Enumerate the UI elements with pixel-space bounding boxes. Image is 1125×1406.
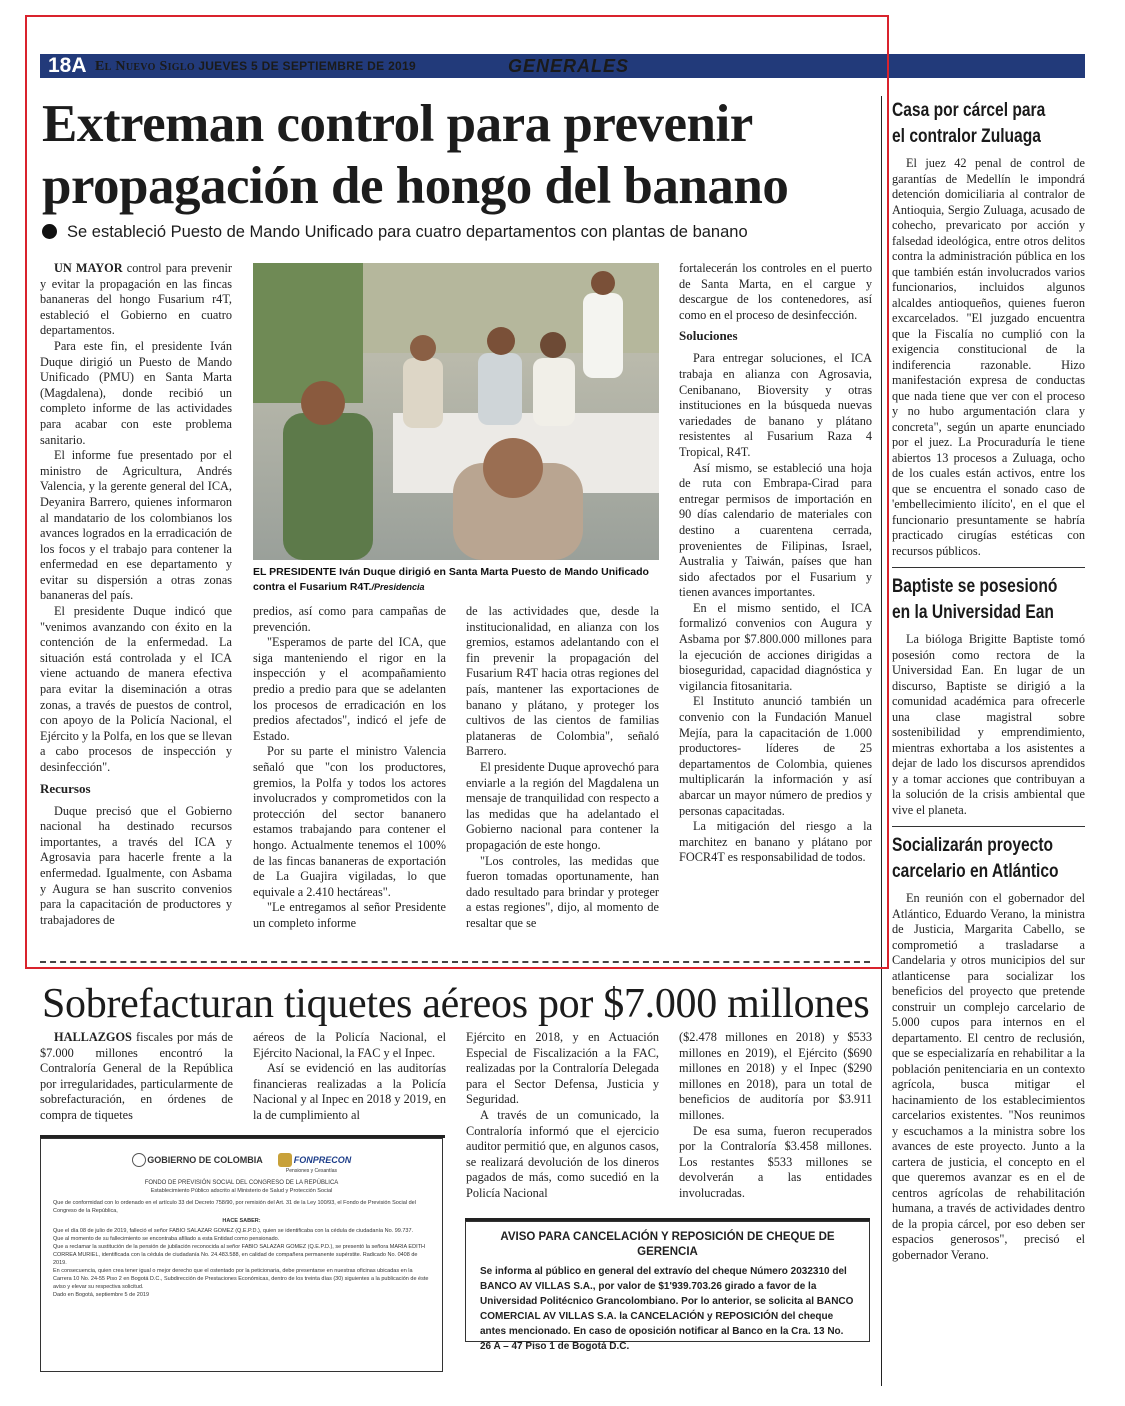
second-c3-p1: Ejército en 2018, y en Actuación Especial de Fiscalización a la FAC, realizadas por la Contraloría Delegada para el Sector Defensa, Justicia y Seguridad. <box>466 1030 659 1107</box>
sidebar-title-2a: Baptiste se posesionó <box>892 576 1058 597</box>
coat-of-arms-icon <box>132 1153 146 1167</box>
lead-word: UN MAYOR <box>54 261 123 275</box>
notice-p1: Que de conformidad con lo ordenado en el artículo 33 del Decreto 758/90, por remisión del Art. 31 de la Ley 100/93, el Fondo de Previsión Social del Congreso de la República, <box>53 1200 416 1214</box>
photo-credit: /Presidencia <box>371 582 425 592</box>
col2-p1: predios, así como para campañas de prevención. <box>253 604 446 634</box>
col2-p4: "Le entregamos al señor Presidente un completo informe <box>253 900 446 930</box>
notice-l1: FONDO DE PREVISIÓN SOCIAL DEL CONGRESO DE LA REPÚBLICA <box>144 1180 339 1186</box>
sidebar-body-2: La bióloga Brigitte Baptiste tomó posesión como rectora de la Universidad Ean. En lugar de un discurso, Baptiste se dirigió a la comunidad académica para ofrecerle una clase magistral sobre sostenibilidad y emprendimiento, mientras exhortaba a los asistentes a dejar de lado los discursos aprendidos y a tomar acciones que contribuyan a la solución de la crisis ambiental que vive el planeta. <box>892 632 1085 817</box>
legal-notice <box>40 1138 443 1372</box>
col4-p2: Para entregar soluciones, el ICA trabaja en alianza con Agrosavia, Cenibanano, Bioversity y otras instituciones en la búsqueda nuevas variedades de banano y plátano resistentes al Fusarium Raza 4 Tropical, R4T. <box>679 351 872 459</box>
col1-p2: Para este fin, el presidente Iván Duque dirigió un Puesto de Mando Unificado (PMU) en Santa Marta (Magdalena), donde recibió un completo informe de las actividades para acabar con este problema sanitario. <box>40 338 232 447</box>
notice-hace: HACE SABER: <box>222 1218 261 1224</box>
second-c4-p1: ($2.478 millones en 2018) y $533 millones en 2019), el Ejército ($690 millones en 2018) y el Inpec ($290 millones en 2018), para un total de beneficios de auditoría por $3.911 millones. <box>679 1030 872 1122</box>
col4-p4: En el mismo sentido, el ICA formalizó convenios con Augura y Asbama por $7.800.000 millones para la ejecución de acciones dirigidas a bioseguridad, capacidad diagnóstica y vigilancia fitosanitaria. <box>679 600 872 693</box>
gov-logo-text: GOBIERNO DE COLOMBIA <box>147 1155 263 1165</box>
cheque-notice-title: AVISO PARA CANCELACIÓN Y REPOSICIÓN DE CHEQUE DE GERENCIA <box>500 1231 835 1258</box>
second-lead: HALLAZGOS <box>54 1030 132 1044</box>
issue-date: JUEVES 5 DE SEPTIEMBRE DE 2019 <box>198 59 416 73</box>
notice-p2: Que el día 08 de julio de 2019, falleció el señor FABIO SALAZAR GOMEZ (Q.E.P.D.), quien se identificaba con la cédula de ciudadanía No. 99.737. <box>53 1228 414 1234</box>
col3-p2: El presidente Duque aprovechó para enviarle a la región del Magdalena un mensaje de tranquilidad con respecto a las medidas que ha adelantado el Gobierno nacional para contener la propagación de este hongo. <box>466 759 659 852</box>
second-col-4 <box>679 1030 872 1210</box>
sidebar-title-1b: el contralor Zuluaga <box>892 126 1041 147</box>
col4-p6: La mitigación del riesgo a la marchitez en banano y plátano por FOCR4T es responsabilidad de todos. <box>679 819 872 865</box>
second-c1-text: fiscales por más de $7.000 millones encontró la Contraloría General de la República por irregularidades, particularmente de sobrefacturación, en órdenes de compra de tiquetes <box>40 1030 233 1122</box>
notice-p4: Que a reclamar la sustitución de la pensión de jubilación reconocida al señor FABIO SALAZAR GOMEZ (Q.E.P.D.), se presentó la señora MARIA EDITH CORREA MURIEL, identificada con la cédula de ciudadanía No. 24.483.588, en calidad de compañera permanente supérstite. Radicado No. 0408 de 2019. <box>53 1244 425 1266</box>
second-c3-p2: A través de un comunicado, la Contraloría informó que el ejercicio auditor permitió que, en algunos casos, se realizará devolución de los dineros pagados de más, como sucedió en la Policía Nacional <box>466 1107 659 1200</box>
notice-p6: Dado en Bogotá, septiembre 5 de 2019 <box>53 1292 150 1298</box>
section-name: GENERALES <box>508 56 630 76</box>
cheque-notice-body: Se informa al público en general del extravío del cheque Número 2032310 del BANCO AV VILLAS S.A., por valor de $1'939.703.26 girado a favor de la Universidad Politécnico Grancolombiano. Por lo anterior, se solicita al BANCO COMERCIAL AV VILLAS S.A. la CANCELACIÓN y REPOSICIÓN del cheque antes mencionado. En caso de oposición notificar al Banco en la Cra. 13 No. 26 A – 47 Piso 1 de Bogotá D.C. <box>480 1266 854 1352</box>
col1-p3: El informe fue presentado por el ministro de Agricultura, Andrés Valencia, y la gerente general del ICA, Deyanira Barrero, quienes informaron al mandatario de los colombianos los avances logrados en la erradicación de los focos y el trabajo para contener la enfermedad en ese departamento y evitar su dispersión a otras zonas bananeras del país. <box>40 448 232 603</box>
col3-p3: "Los controles, las medidas que fueron tomadas oportunamente, han dado resultado para brindar y proteger a estas regiones", dijo, al momento de resaltar que se <box>466 853 659 930</box>
col2-p3: Por su parte el ministro Valencia señaló que "con los productores, gremios, la Polfa y todos los actores involucrados y comprometidos con la protección del sector bananero estamos trabajando para contener el hongo. Actualmente tenemos el 100% de las fincas bananeras de exportación de La Guajira vigiladas, lo que equivale a 2.410 hectáreas". <box>253 744 446 899</box>
sidebar-title-1a: Casa por cárcel para <box>892 100 1046 121</box>
col1-p1: control para prevenir y evitar la propagación en las fincas bananeras del hongo Fusarium r4T, estableció el Gobierno en cuatro departamentos. <box>40 261 232 338</box>
col2-p2: "Esperamos de parte del ICA, que siga manteniendo el rigor en la inspección y el acompañamiento predio a predio para que se adelanten los procesos de erradicación en los predios afectados", indicó el jefe de Estado. <box>253 635 446 743</box>
col1-p5: Duque precisó que el Gobierno nacional ha destinado recursos importantes, a través del ICA y Agrosavia para hacerle frente a la enfermedad. Igualmente, con Asbama y Augura se han suscrito convenios para la capacitación de productores y trabajadores de <box>40 803 232 927</box>
second-c4-p2: De esa suma, fueron recuperados por la Contraloría $3.458 millones. Los restantes $533 millones se devolverán a las entidades involucradas. <box>679 1123 872 1200</box>
sidebar-title-3a: Socializarán proyecto <box>892 835 1054 856</box>
subhead-soluciones: Soluciones <box>679 328 738 344</box>
main-headline: Extreman control para prevenir propagación de hongo del banano <box>42 95 789 215</box>
sidebar-title-3b: carcelario en Atlántico <box>892 861 1059 882</box>
page-number: 18A <box>48 54 87 77</box>
sidebar <box>892 98 1085 1263</box>
subhead-recursos: Recursos <box>40 780 91 796</box>
col3-p1: de las actividades que, desde la institucionalidad, en alianza con los gremios, estamos adelantando con el fin prevenir la propagación del Fusarium R4T hacia otras regiones del país, mantener las exportaciones de banano y plátano, y proteger los cultivos de las cientos de familias plataneras de Colombia", señaló Barrero. <box>466 604 659 759</box>
second-col-3 <box>466 1030 659 1210</box>
fonprecon-logo: FONPRECON <box>293 1155 352 1165</box>
col4-p1: fortalecerán los controles en el puerto de Santa Marta, en el cargue y descargue de los contenedores, así como en el proceso de desinfección. <box>679 261 872 322</box>
col1-p4: El presidente Duque indicó que "venimos avanzando con éxito en la contención de la enfermedad. La situación está controlada y el ICA viene actuando de manera efectiva para evitar la diseminación a otras zonas, a través de puestos de control, con apoyo de la Policía Nacional, el Ejército y la Polfa, en los que se llevan a cabo procesos de inspección y desinfección". <box>40 604 232 774</box>
notice-p5: En consecuencia, quien crea tener igual o mejor derecho que el ostentado por la peticionaria, debe presentarse en nuestras oficinas ubicadas en la Carrera 10 No. 24-55 Piso 2 en Bogotá D.C., Subdirección de Prestaciones Económicas, dentro de los treinta días (30) siguientes a la publicación de éste aviso y elevar su respectiva solicitud. <box>53 1268 429 1290</box>
paper-name: El Nuevo Siglo <box>95 59 195 74</box>
deck-text: Se estableció Puesto de Mando Unificado para cuatro departamentos con plantas de banano <box>67 223 748 241</box>
second-col-2 <box>253 1030 446 1125</box>
sidebar-body-3: En reunión con el gobernador del Atlántico, Eduardo Verano, la ministra de Justicia, Margarita Cabello, se comprometió a trasladarse a Candelaria y otros municipios del sur atlanticense para socializar los beneficios del proyecto que pretende construir un complejo carcelario de 5.000 cupos para internos en el departamento. El centro de reclusión, que se especializaría en rehabilitar a la población penitenciaria en un contexto agrícola, busca mitigar el hacinamiento de los establecimientos carcelarios existentes. "Nos reunimos y escuchamos a la ministra sobre los avances de este proyecto. Junto a la cartera de justicia, el concepto en el que queremos avanzar es en el de centros agrícolas de rehabilitación humana, a través de actividades dentro de la propia cárcel, por eso deben ser espacios generosos", precisó el gobernador Verano. <box>892 891 1085 1262</box>
second-c2-p1: aéreos de la Policía Nacional, el Ejército Nacional, la FAC y el Inpec. <box>253 1030 446 1060</box>
notice-p3: Que al momento de su fallecimiento se encontraba afiliado a esta Entidad como pensionado. <box>53 1236 280 1242</box>
caption-text: EL PRESIDENTE Iván Duque dirigió en Santa Marta Puesto de Mando Unificado contra el Fusarium R4T. <box>253 566 649 593</box>
sidebar-title-2b: en la Universidad Ean <box>892 602 1054 623</box>
cheque-notice <box>465 1221 870 1352</box>
col4-p3: Así mismo, se estableció una hoja de ruta con Embrapa-Cirad para entregar permisos de importación en 90 días calendario de materiales con destino a cuarentena cerrada, provenientes de Filipinas, Israel, Australia y Taiwán, países que han sido afectados por el Fusarium y tienen avances importantes. <box>679 460 872 600</box>
fonprecon-icon <box>278 1153 292 1167</box>
col4-p5: El Instituto anunció también un convenio con la Fundación Manuel Mejía, para la capacitación de 1.000 productores- líderes de 25 departamentos de Colombia, quienes multiplicarán la información y así abarcar un mayor número de predios y personas capacitadas. <box>679 694 872 818</box>
second-c2-p2: Así se evidenció en las auditorías financieras realizadas a la Policía Nacional y al Inpec en 2018 y 2019, en la de cumplimiento al <box>253 1061 446 1122</box>
second-headline: Sobrefacturan tiquetes aéreos por $7.000 millones <box>42 981 870 1027</box>
notice-l2: Establecimiento Público adscrito al Ministerio de Salud y Protección Social <box>150 1188 333 1194</box>
sidebar-divider-1 <box>892 567 1085 568</box>
sidebar-divider-2 <box>892 826 1085 827</box>
sidebar-body-1: El juez 42 penal de control de garantías de Medellín le impondrá detención domiciliaria al contralor de Antioquia, Sergio Zuluaga, acusado de cohecho, prevaricato por acción y falsedad ideológica, entre otros delitos contra la administración pública en los que también están involucrados varios funcionarios, incluidos algunos alcaldes antioqueños, quienes fueron excarcelados. "El juzgado encuentra que la Fiscalía no cumplió con la exigencia constitucional de la indiferencia razonable. Hizo manifestación expresa de conductas que nada tiene que ver con el proceso y no hubo argumentación clara y concreta", según un aparte enunciado por el juez. La Procuraduría le tiene abiertos 13 procesos a Zuluaga, ocho de los cuales están activos, entre los que se encuentra el sonado caso de 'embellecimiento ilícito', en el que el funcionario presuntamente se habría practicado cirugías estéticas con recursos públicos. <box>892 156 1085 558</box>
fonprecon-sub: Pensiones y Cesantías <box>285 1168 338 1174</box>
second-col-1 <box>40 1030 233 1125</box>
highlight-box <box>25 15 889 969</box>
